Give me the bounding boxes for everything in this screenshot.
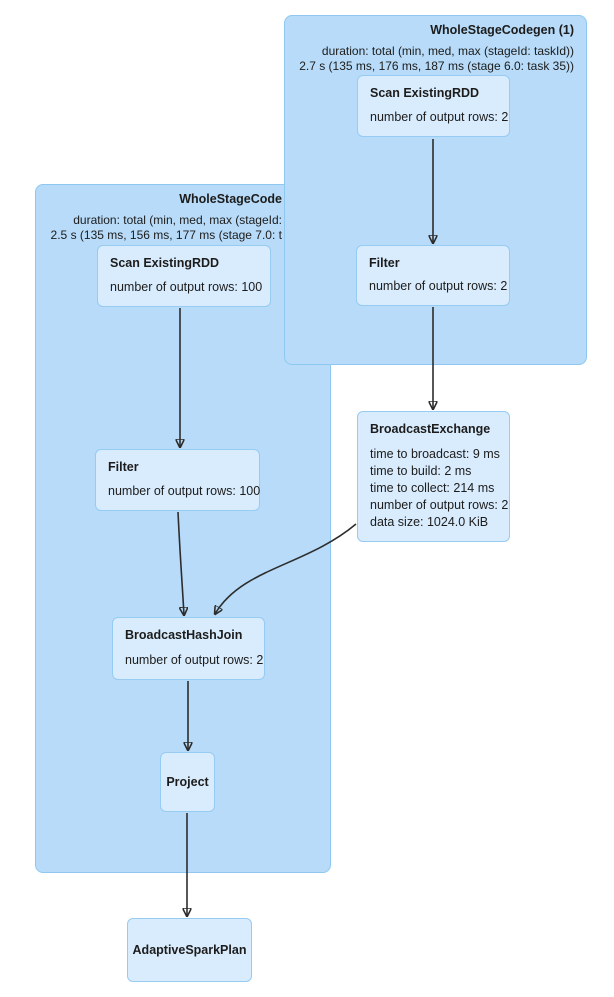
node-title: Scan ExistingRDD [110,256,220,270]
cluster-wholestagecodegen-1 [284,15,587,365]
node-metrics [370,446,509,531]
node-adaptivesparkplan[interactable] [127,918,252,982]
node-metric: time to broadcast: 9 ms [370,447,500,461]
cluster-title: WholeStageCodegen (1) [430,23,574,37]
cluster-duration [299,44,574,73]
node-project[interactable] [160,752,215,812]
node-metrics [370,109,509,126]
duration-line: duration: total (min, med, max (stageId: taskId)) [321,44,574,58]
node-broadcasthashjoin[interactable] [112,617,265,680]
node-metrics [369,278,508,295]
duration-line: 2.5 s (135 ms, 156 ms, 177 ms (stage 7.0: t [50,227,282,242]
duration-line: duration: total (min, med, max (stageId: [73,213,282,227]
node-metric: time to collect: 214 ms [370,481,495,495]
cluster-title: WholeStageCode [179,192,282,206]
node-scan-existingrdd-stage7[interactable] [97,245,271,307]
node-title: Project [166,774,209,789]
node-metric: number of output rows: 100 [108,484,261,498]
node-metric: number of output rows: 2 [125,653,264,667]
node-title: Filter [369,256,400,270]
cluster-header [299,22,574,73]
node-title: AdaptiveSparkPlan [132,942,247,957]
node-metric: number of output rows: 2 [369,279,508,293]
node-title: BroadcastHashJoin [125,628,243,642]
duration-line: 2.7 s (135 ms, 176 ms, 187 ms (stage 6.0: task 35)) [299,58,574,73]
node-title: BroadcastExchange [370,422,491,436]
node-metrics [125,652,264,669]
cluster-header [51,191,282,242]
node-metric: number of output rows: 2 [370,110,509,124]
node-title: Filter [108,460,139,474]
node-filter-stage7[interactable] [95,449,260,511]
node-metrics [108,483,261,500]
cluster-duration [51,213,282,242]
node-metric: number of output rows: 2 [370,498,509,512]
node-metrics [110,279,263,296]
node-title: Scan ExistingRDD [370,86,480,100]
node-metric: number of output rows: 100 [110,280,263,294]
node-metric: time to build: 2 ms [370,464,472,478]
node-broadcastexchange[interactable] [357,411,510,542]
node-scan-existingrdd-stage6[interactable] [357,75,510,137]
node-metric: data size: 1024.0 KiB [370,515,489,529]
node-filter-stage6[interactable] [356,245,510,306]
